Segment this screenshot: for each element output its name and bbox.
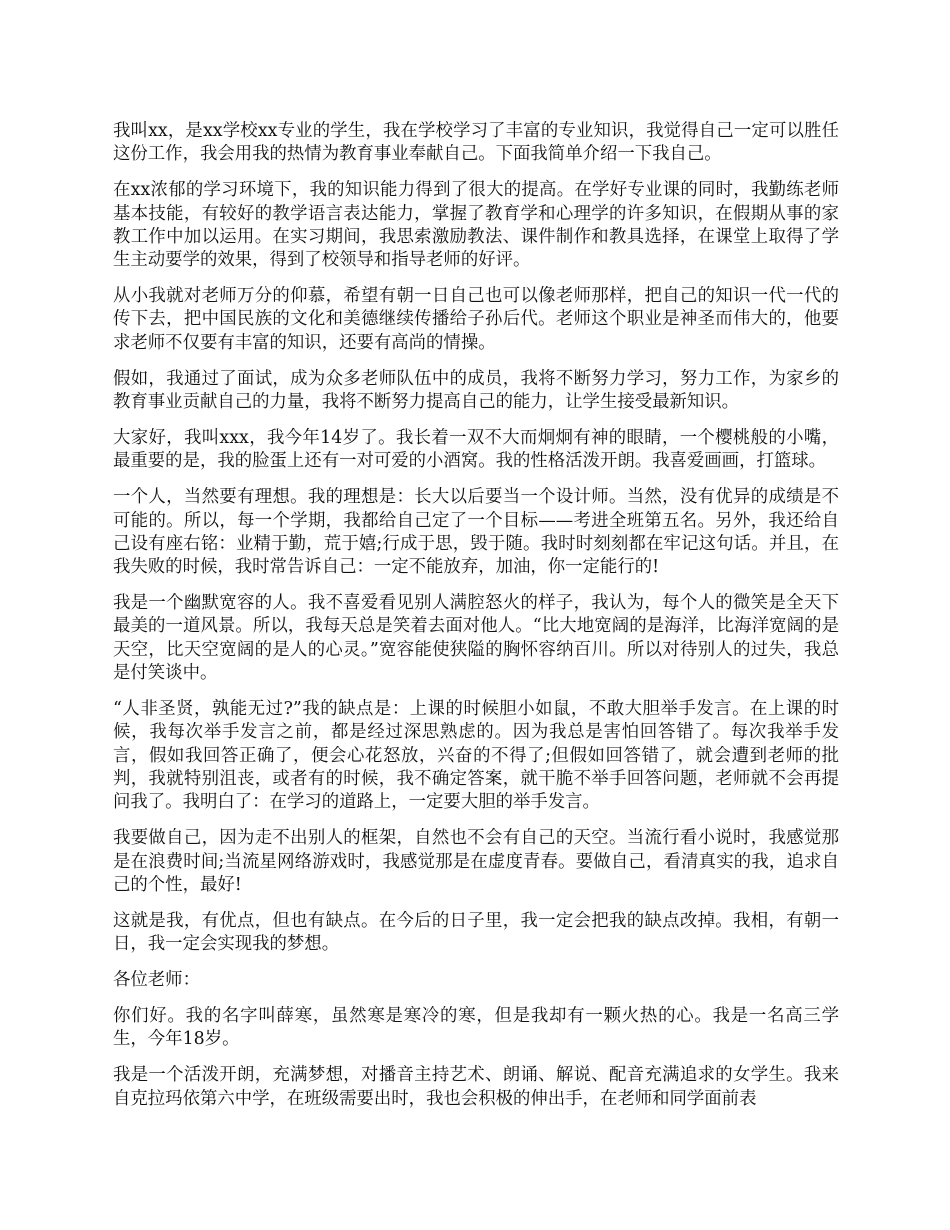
paragraph-9: 我要做自己，因为走不出别人的框架，自然也不会有自己的天空。当流行看小说时，我感觉那是在浪费时间;当流星网络游戏时，我感觉那是在虚度青春。要做自己，看清真实的我，追求自己的个性，最好!: [113, 828, 839, 895]
paragraph-5: 大家好，我叫xxx，我今年14岁了。我长着一双不大而炯炯有神的眼睛，一个樱桃般的小嘴，最重要的是，我的脸蛋上还有一对可爱的小酒窝。我的性格活泼开朗。我喜爱画画，打篮球。: [113, 428, 839, 472]
paragraph-2: 在xx浓郁的学习环境下，我的知识能力得到了很大的提高。在学好专业课的同时，我勤练老师基本技能，有较好的教学语言表达能力，掌握了教育学和心理学的许多知识，在假期从事的家教工作中加以运用。在实习期间，我思索激励教法、课件制作和教具选择，在课堂上取得了学生主动要学的效果，得到了校领导和指导老师的好评。: [113, 180, 839, 271]
salutation: 各位老师：: [113, 970, 200, 991]
paragraph-12: 你们好。我的名字叫薛寒，虽然寒是寒冷的寒，但是我却有一颗火热的心。我是一名高三学生，今年18岁。: [113, 1006, 839, 1050]
paragraph-10: 这就是我，有优点，但也有缺点。在今后的日子里，我一定会把我的缺点改掉。我相，有朝一日，我一定会实现我的梦想。: [113, 910, 839, 955]
paragraph-13: 我是一个活泼开朗，充满梦想，对播音主持艺术、朗诵、解说、配音充满追求的女学生。我来自克拉玛依第六中学，在班级需要出时，我也会积极的伸出手，在老师和同学面前表: [113, 1065, 839, 1109]
paragraph-3: 从小我就对老师万分的仰慕，希望有朝一日自己也可以像老师那样，把自己的知识一代一代的传下去，把中国民族的文化和美德继续传播给子孙后代。老师这个职业是神圣而伟大的，他要求老师不仅要有丰富的知识，还要有高尚的情操。: [113, 286, 839, 353]
paragraph-1: 我叫xx，是xx学校xx专业的学生，我在学校学习了丰富的专业知识，我觉得自己一定可以胜任这份工作，我会用我的热情为教育事业奉献自己。下面我简单介绍一下我自己。: [113, 121, 839, 165]
paragraph-8: “人非圣贤，孰能无过?”我的缺点是：上课的时候胆小如鼠，不敢大胆举手发言。在上课的时候，我每次举手发言之前，都是经过深思熟虑的。因为我总是害怕回答错了。每次我举手发言，假如我回答正确了，便会心花怒放，兴奋的不得了;但假如回答错了，就会遭到老师的批判，我就特别沮丧，或者有的时候，我不确定答案，就干脆不举手回答问题，老师就不会再提问我了。我明白了：在学习的道路上，一定要大胆的举手发言。: [113, 699, 839, 813]
paragraph-6: 一个人，当然要有理想。我的理想是：长大以后要当一个设计师。当然，没有优异的成绩是不可能的。所以，每一个学期，我都给自己定了一个目标——考进全班第五名。另外，我还给自己设有座右铭：业精于勤，荒于嬉;行成于思，毁于随。我时时刻刻都在牢记这句话。并且，在我失败的时候，我时常告诉自己：一定不能放弃，加油，你一定能行的!: [113, 487, 839, 578]
paragraph-4: 假如，我通过了面试，成为众多老师队伍中的成员，我将不断努力学习，努力工作，为家乡的教育事业贡献自己的力量，我将不断努力提高自己的能力，让学生接受最新知识。: [113, 368, 839, 413]
paragraph-7: 我是一个幽默宽容的人。我不喜爱看见别人满腔怒火的样子，我认为，每个人的微笑是全天下最美的一道风景。所以，我每天总是笑着去面对他人。“比大地宽阔的是海洋，比海洋宽阔的是天空，比天空宽阔的是人的心灵。”宽容能使狭隘的胸怀容纳百川。所以对待别人的过失，我总是付笑谈中。: [113, 593, 839, 684]
document-body: [113, 120, 839, 1124]
